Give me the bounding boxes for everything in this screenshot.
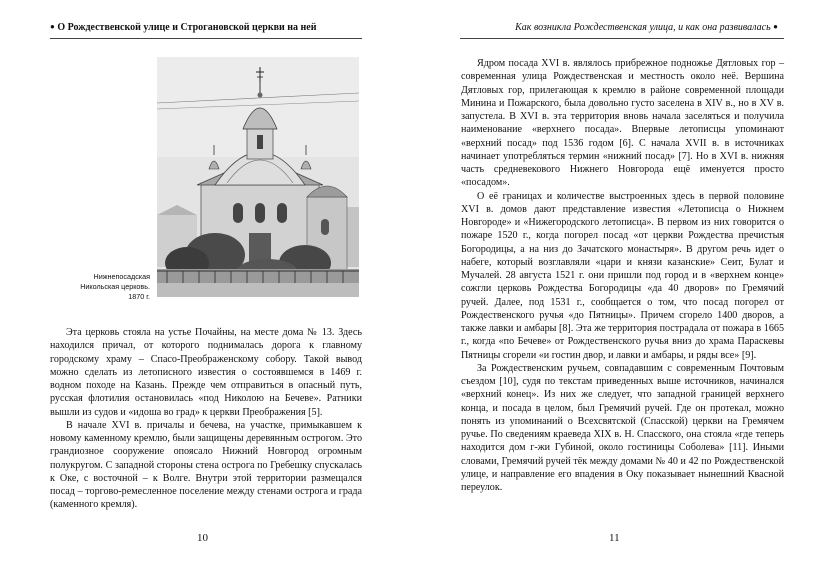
bullet-icon: ● [773,22,778,31]
right-header-rule [460,38,784,39]
right-page-number: 11 [609,532,620,544]
caption-line: 1870 г. [128,292,150,301]
left-running-header [50,22,316,33]
church-photo [157,57,359,297]
paragraph: Эта церковь стояла на устье Почайны, на месте дома № 13. Здесь находился причал, от которого поднималась дорога к главному городскому храму – Спасо-Преображенскому собору. Такой вывод можно сделать из летописного известия о состоявшемся в 1469 г. водном походе на Казань. Прежде чем отправиться в опасный путь, русская флотилия остановилась «под Николою на Бечеве». Ратники вышли из судов и «идоша во град» к церкви Преображения [5]. [50,327,362,418]
left-header-text: О Рождественской улице и Строгановской церкви на ней [57,22,317,33]
caption-line: Никольская церковь. [80,282,150,291]
right-page [411,0,822,567]
right-running-header [515,22,778,33]
photo-caption [50,272,150,302]
paragraph: За Рождественским ручьем, совпадавшим с современным Почтовым съездом [10], судя по текстам приведенных выше источников, начинался «верхний конец». Из них же следует, что западной границей верхнего конца, и посада в целом, был Гремячий ручей. Где он протекал, можно понять из упоминаний о Всехсвятской (Спасской) церкви на Гремячем ручье. По сведениям краеведа XIX в. Н. Спасского, она стояла «где теперь находится дом г-жи Губиной, около гостиницы Соболева» [11]. Иными словами, Гремячий ручей тёк между домами № 40 и 42 по Рождественской улице, и направление его впадения в Оку показывает нынешний Квасной переулок. [461,362,784,493]
right-header-text: Как возникла Рождественская улица, и как она развивалась [515,22,771,33]
paragraph: В начале XVI в. причалы и бечева, на участке, примыкавшем к новому каменному кремлю, были защищены деревянным острогом. Это грандиозное сооружение опоясало Нижний Новгород огромным полукругом. С западной стороны стена острога по Гребешку спускалась к Оке, с восточной – к Волге. Внутри этой территории размещался посад – торгово-ремесленное поселение между стенами острога и града (каменного кремля). [50,419,362,511]
left-page-number: 10 [197,532,208,544]
left-body-text [50,326,362,512]
bullet-icon: ● [50,22,55,31]
right-body-text [461,57,784,494]
paragraph: О её границах и количестве выстроенных здесь в первой половине XVI в. домов дают представление известия «Летописца о Нижнем Новгороде» и «Нижегородского летописца». В первом из них говорится о пожаре 1520 г., когда погорел посад «от церкви Рождества пречистыя Богородицы, а на низ до Зачатского монастыря». В другом речь идет о набеге, который возглавляли «цари и князи казанские» Сеит, Булат и Мучалей. 28 августа 1521 г. они пришли под город и в «верхнем конце» сожгли церковь Рождества Богородицы «да 40 дворов» по Гремячий ручей. Далее, под 1531 г., сообщается о том, что посад погорел от Рождественского ручья «до Пятницы». Причем сгорело 1400 дворов, а также лавки и амбары [8]. Эта же территория пострадала от пожара в 1665 г., когда «по Бечеве» от Рождественского ручья вниз до храма Параскевы Пятницы сгорели «и гостин двор, и лавки и амбары, и ряды все» [9]. [461,190,784,361]
caption-line: Нижнепосадская [93,272,150,281]
left-header-rule [50,38,362,39]
paragraph: Ядром посада XVI в. являлось прибрежное подножье Дятловых гор – современная улица Рождественская и местность около неё. Вершина Дятловых гор, прилегающая к кремлю в районе современной площади Минина и Пожарского, была довольно густо заселена в XIV в., но в XV в. запустела. В XVI в. эта территория вновь начала заселяться и получила наименование «верхнего посада». Впервые летописцы упоминают «верхний посад» под 1536 годом [6]. С начала XVII в. в источниках начинает употребляться термин «нижний посад» [7]. Но в XVI в. нижняя часть средневекового Нижнего Новгорода ещё именуется просто «посадом». [461,58,784,189]
